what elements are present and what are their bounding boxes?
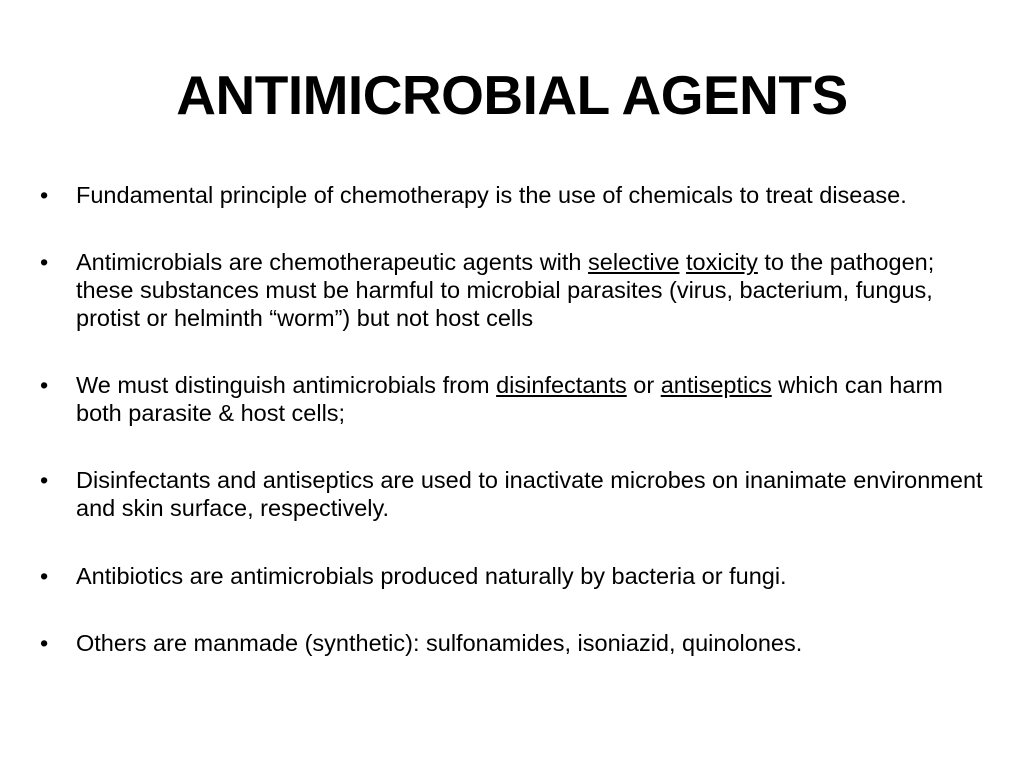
bullet-item <box>40 562 990 590</box>
bullet-text: Antibiotics are antimicrobials produced naturally by bacteria or fungi. <box>76 563 787 589</box>
underlined-term-antiseptics: antiseptics <box>660 372 772 398</box>
bullet-text-suffix: to the pathogen; these substances must be harmful to microbial parasites (virus, bacterium, fungus, protist or helminth “worm”) but not host cells <box>76 249 935 331</box>
underlined-term-selective: selective <box>588 249 680 275</box>
bullet-text-between: or <box>626 372 661 398</box>
underlined-term-toxicity: toxicity <box>686 249 758 275</box>
bullet-marker: • <box>40 372 49 398</box>
bullet-text-prefix: We must distinguish antimicrobials from <box>76 372 497 398</box>
underlined-term-disinfectants: disinfectants <box>496 372 627 398</box>
bullet-text: Others are manmade (synthetic): sulfonamides, isoniazid, quinolones. <box>76 630 803 656</box>
bullet-item <box>40 181 990 209</box>
slide-title: ANTIMICROBIAL AGENTS <box>176 64 848 126</box>
bullet-list <box>40 181 990 657</box>
bullet-text: Fundamental principle of chemotherapy is the use of chemicals to treat disease. <box>76 182 907 208</box>
bullet-marker: • <box>40 249 49 275</box>
bullet-item <box>40 371 990 427</box>
bullet-marker: • <box>40 630 49 656</box>
bullet-text-suffix: which can harm both parasite & host cells; <box>76 372 943 426</box>
bullet-marker: • <box>40 182 49 208</box>
bullet-text: Disinfectants and antiseptics are used to inactivate microbes on inanimate environment and skin surface, respectively. <box>76 467 983 521</box>
bullet-item <box>40 248 990 332</box>
bullet-item <box>40 466 990 522</box>
bullet-text-prefix: Antimicrobials are chemotherapeutic agents with <box>76 249 589 275</box>
bullet-marker: • <box>40 563 49 589</box>
bullet-marker: • <box>40 467 49 493</box>
bullet-item <box>40 629 990 657</box>
